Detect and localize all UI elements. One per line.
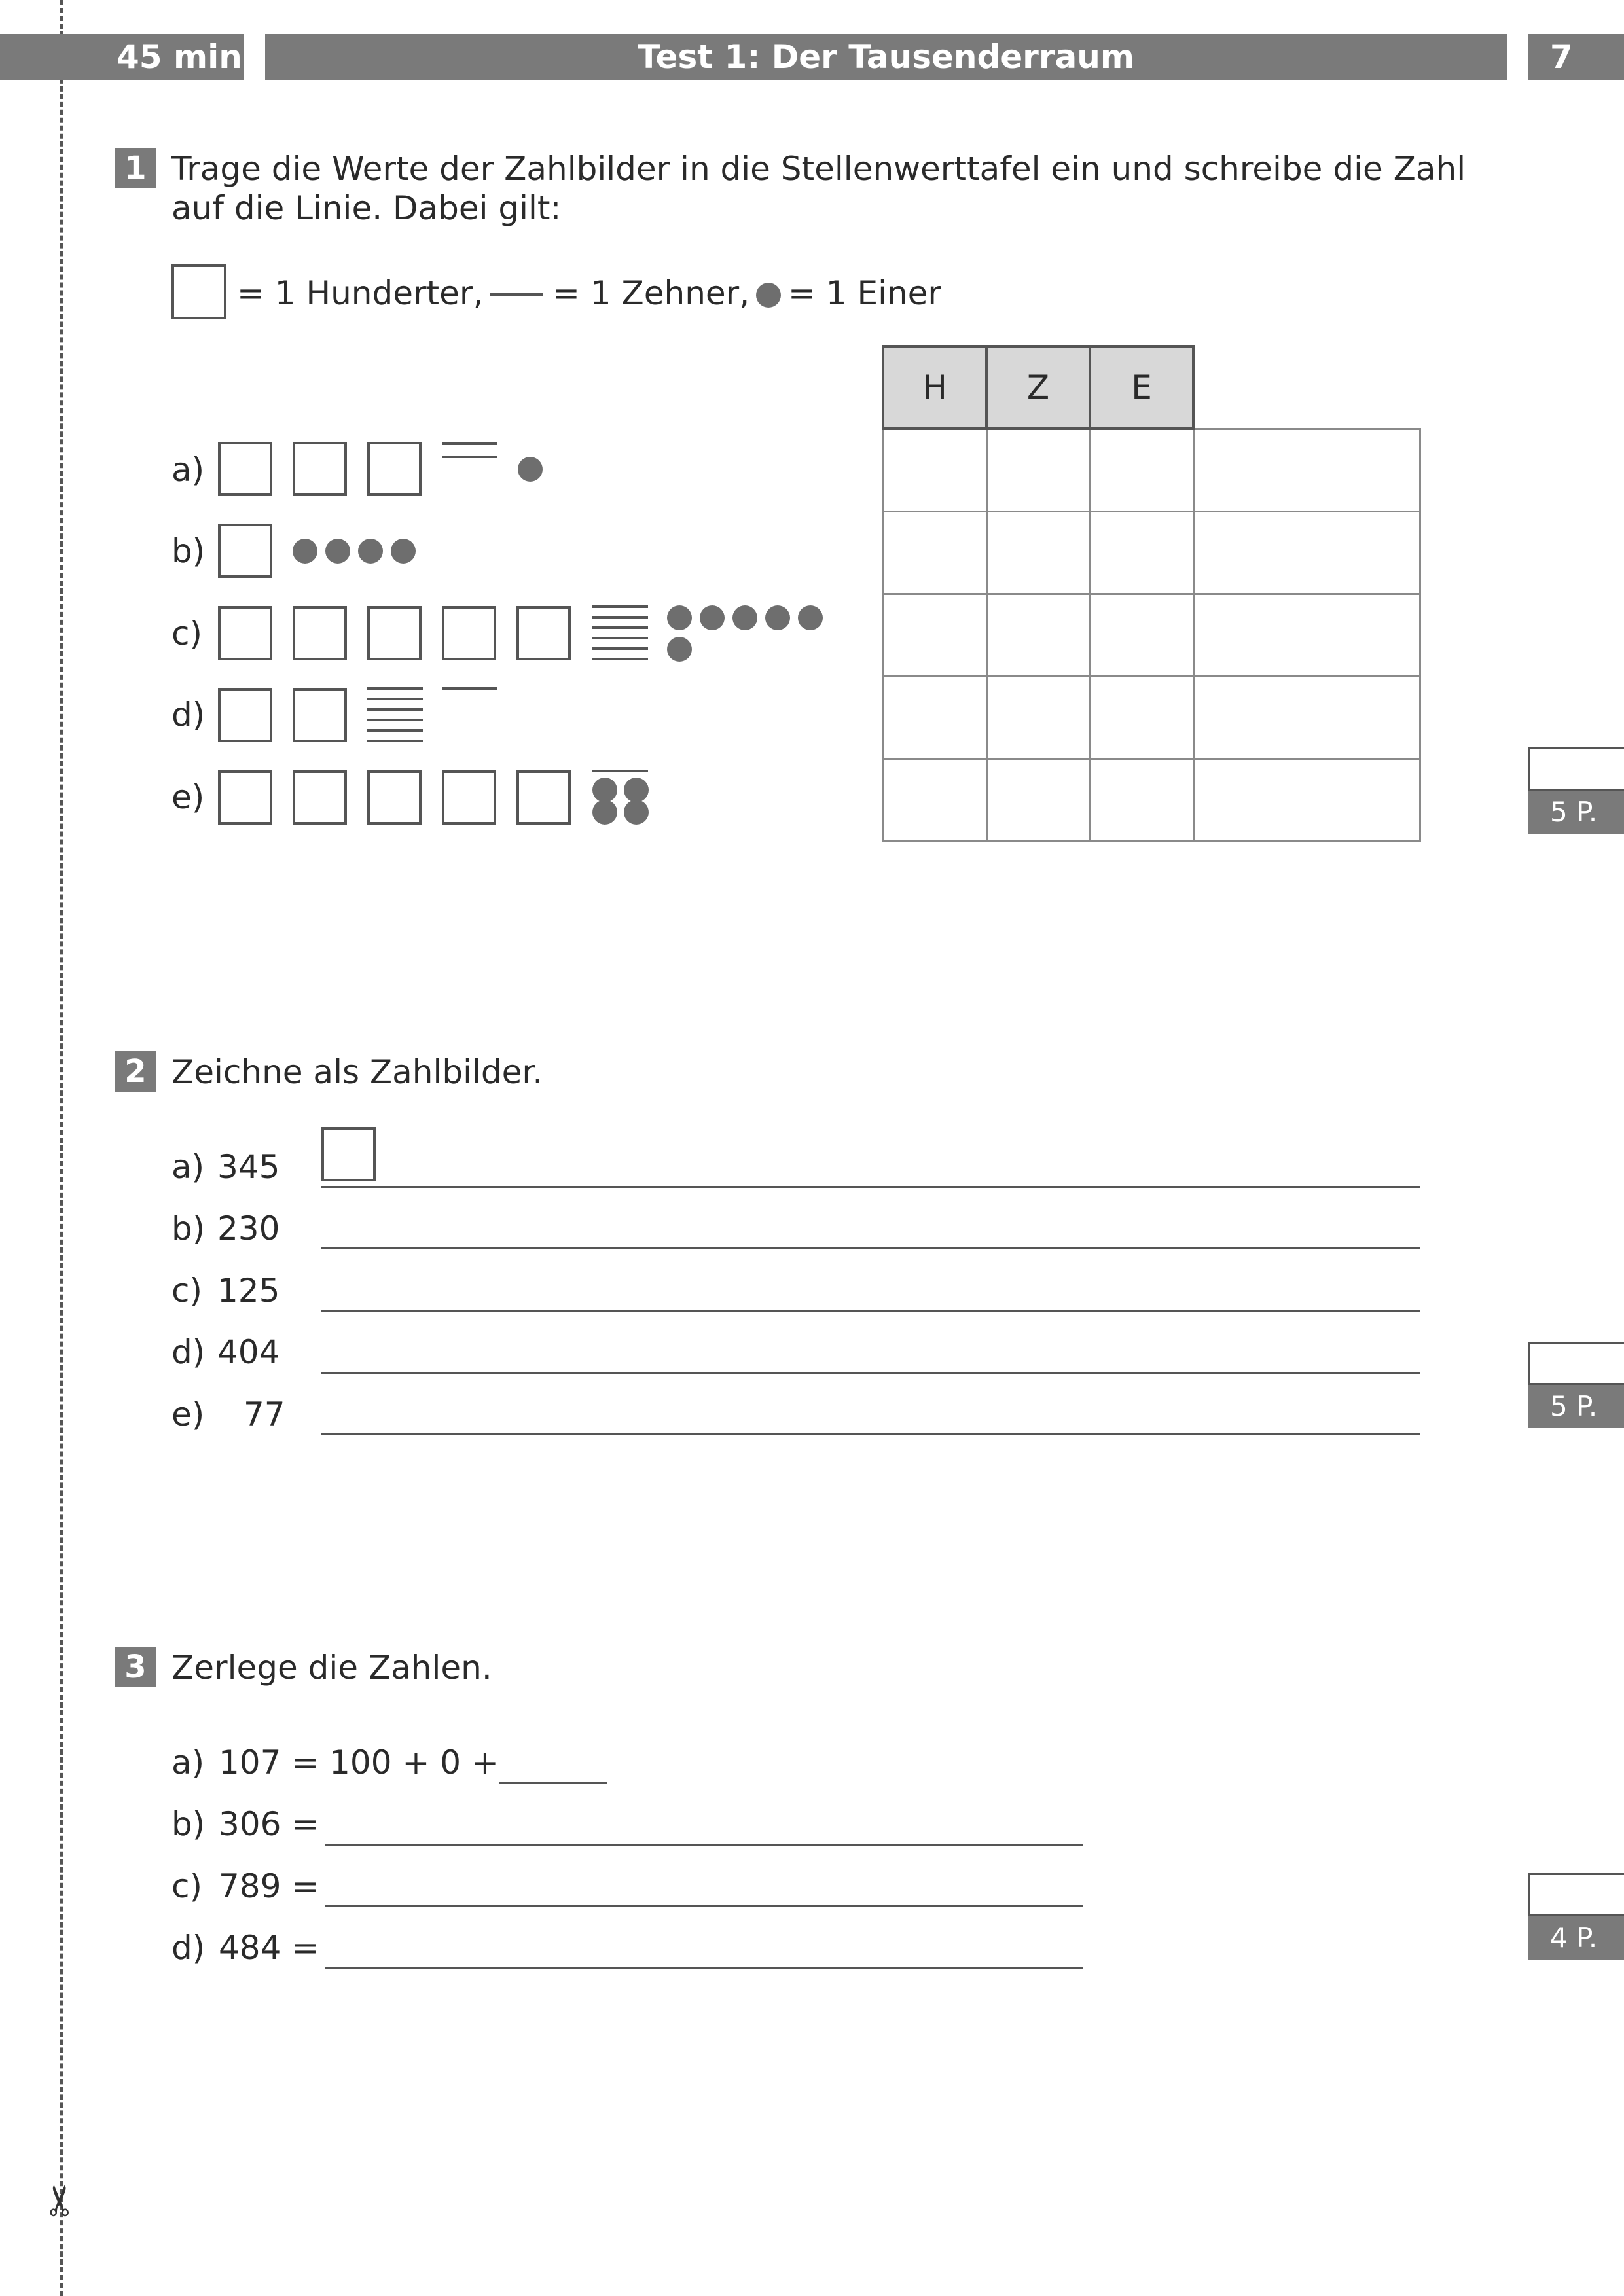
hundreds-square-icon (218, 688, 272, 742)
ones-dot-icon (667, 605, 692, 630)
points-label: 5 P. (1528, 1385, 1624, 1428)
tens-line-icon (592, 605, 648, 608)
points-box-task-3 (1528, 1873, 1624, 1960)
hundreds-square-icon (218, 524, 272, 578)
hundreds-square-icon (293, 442, 347, 496)
task-3-expression-c: 789 = (219, 1867, 319, 1905)
number-answer-cell[interactable] (1193, 429, 1420, 512)
tens-line-icon (442, 442, 497, 445)
task-3-number: 3 (115, 1647, 156, 1687)
answer-line[interactable] (499, 1782, 607, 1784)
cell-h[interactable] (883, 594, 986, 677)
row-label-c: c) (171, 615, 202, 653)
page-number: 7 (1550, 38, 1573, 76)
answer-line[interactable] (325, 1967, 1083, 1969)
tens-line-icon (592, 647, 648, 650)
hundreds-square-icon (442, 606, 496, 660)
cell-z[interactable] (986, 759, 1090, 842)
legend-tens: = 1 Zehner, (552, 274, 750, 312)
task-2-number: 2 (115, 1051, 156, 1092)
cell-e[interactable] (1090, 429, 1193, 512)
table-row (883, 512, 1420, 594)
cell-e[interactable] (1090, 677, 1193, 759)
legend-hundreds: = 1 Hunderter, (237, 274, 484, 312)
tens-line-icon (367, 708, 423, 711)
hundreds-square-icon (367, 770, 422, 825)
task-2-value-a: 345 (217, 1148, 280, 1186)
time-label: 45 min (117, 38, 242, 76)
points-label: 4 P. (1528, 1916, 1624, 1960)
tens-line-icon (367, 719, 423, 721)
points-box-task-1 (1528, 747, 1624, 834)
task-2-value-e: 77 (244, 1395, 285, 1433)
page-number-badge (1528, 34, 1624, 80)
hundreds-square-icon (367, 442, 422, 496)
task-2-value-d: 404 (217, 1333, 280, 1371)
task-2-label-a: a) (171, 1148, 205, 1186)
row-label-e: e) (171, 778, 205, 816)
ones-dot-icon (592, 778, 617, 802)
header-hundreds: H (883, 346, 986, 429)
points-box-task-2 (1528, 1342, 1624, 1428)
place-value-table (882, 345, 1421, 842)
table-row (883, 429, 1420, 512)
ones-dot-icon (732, 605, 757, 630)
tens-line-icon (367, 740, 423, 742)
tens-line-icon (367, 698, 423, 700)
task-1-instruction-line1: Trage die Werte der Zahlbilder in die Stellenwerttafel ein und schreibe die Zahl (171, 150, 1466, 188)
hundreds-square-icon (218, 442, 272, 496)
task-3-expression-d: 484 = (219, 1929, 319, 1967)
task-2-value-b: 230 (217, 1210, 280, 1247)
task-2-value-c: 125 (217, 1272, 280, 1310)
hundreds-square-icon (218, 606, 272, 660)
place-value-header-row (883, 346, 1420, 429)
tens-line-icon (367, 729, 423, 732)
points-input[interactable] (1528, 1873, 1624, 1916)
tens-line-icon (592, 637, 648, 639)
task-2-label-d: d) (171, 1333, 206, 1371)
ones-dot-icon (798, 605, 823, 630)
cell-h[interactable] (883, 677, 986, 759)
hundreds-square-icon (367, 606, 422, 660)
hundreds-square-icon (171, 264, 226, 319)
task-3-label-a: a) (171, 1744, 205, 1782)
ones-dot-icon (624, 778, 649, 802)
header-ones: E (1090, 346, 1193, 429)
ones-dot-icon (391, 539, 416, 564)
answer-line[interactable] (325, 1905, 1083, 1907)
task-3-expression-a: 107 = 100 + 0 + (219, 1744, 499, 1782)
cut-line (60, 0, 63, 2296)
hundreds-square-icon (321, 1127, 376, 1181)
ones-dot-icon (293, 539, 317, 564)
tens-line-icon (442, 687, 497, 690)
table-row (883, 759, 1420, 842)
number-answer-cell[interactable] (1193, 512, 1420, 594)
cell-z[interactable] (986, 594, 1090, 677)
cell-z[interactable] (986, 677, 1090, 759)
tens-line-icon (592, 626, 648, 629)
task-3-label-b: b) (171, 1805, 206, 1843)
tens-line-icon (592, 770, 648, 772)
points-input[interactable] (1528, 1342, 1624, 1385)
task-3-expression-b: 306 = (219, 1805, 319, 1843)
row-label-a: a) (171, 451, 205, 489)
task-2-label-c: c) (171, 1272, 202, 1310)
scissors-icon: ✂ (36, 2183, 85, 2218)
task-2-label-b: b) (171, 1210, 206, 1247)
ones-dot-icon (765, 605, 790, 630)
task-2-label-e: e) (171, 1395, 205, 1433)
number-answer-cell[interactable] (1193, 677, 1420, 759)
ones-dot-icon (358, 539, 383, 564)
cell-e[interactable] (1090, 512, 1193, 594)
legend-ones: = 1 Einer (788, 274, 941, 312)
tens-line-icon (367, 687, 423, 690)
hundreds-square-icon (293, 606, 347, 660)
ones-dot-icon (700, 605, 725, 630)
tens-line-icon (592, 616, 648, 619)
hundreds-square-icon (293, 770, 347, 825)
cell-e[interactable] (1090, 759, 1193, 842)
cell-z[interactable] (986, 429, 1090, 512)
task-3-label-c: c) (171, 1867, 202, 1905)
answer-line[interactable] (321, 1372, 1420, 1374)
title-bar (265, 34, 1507, 80)
hundreds-square-icon (516, 606, 571, 660)
points-label: 5 P. (1528, 791, 1624, 834)
table-row (883, 594, 1420, 677)
answer-line[interactable] (321, 1247, 1420, 1249)
time-badge (0, 34, 244, 80)
hundreds-square-icon (293, 688, 347, 742)
task-3-label-d: d) (171, 1929, 206, 1967)
tens-line-icon (592, 658, 648, 660)
answer-line[interactable] (321, 1433, 1420, 1435)
task-3-instruction: Zerlege die Zahlen. (171, 1649, 492, 1687)
answer-line[interactable] (321, 1186, 1420, 1188)
page-title: Test 1: Der Tausenderraum (638, 38, 1134, 76)
tens-line-icon (490, 293, 543, 296)
task-1-instruction-line2: auf die Linie. Dabei gilt: (171, 189, 562, 227)
tens-line-icon (442, 456, 497, 458)
ones-dot-icon (518, 457, 543, 482)
hundreds-square-icon (516, 770, 571, 825)
row-label-b: b) (171, 532, 206, 570)
ones-dot-icon (592, 800, 617, 825)
cell-h[interactable] (883, 512, 986, 594)
row-label-d: d) (171, 696, 206, 734)
number-answer-cell[interactable] (1193, 594, 1420, 677)
number-answer-cell[interactable] (1193, 759, 1420, 842)
cell-h[interactable] (883, 429, 986, 512)
hundreds-square-icon (218, 770, 272, 825)
table-row (883, 677, 1420, 759)
cell-h[interactable] (883, 759, 986, 842)
ones-dot-icon (667, 637, 692, 662)
points-input[interactable] (1528, 747, 1624, 791)
header-tens: Z (986, 346, 1090, 429)
ones-dot-icon (325, 539, 350, 564)
task-1-number: 1 (115, 148, 156, 188)
answer-line[interactable] (321, 1310, 1420, 1312)
ones-dot-icon (624, 800, 649, 825)
cell-e[interactable] (1090, 594, 1193, 677)
cell-z[interactable] (986, 512, 1090, 594)
ones-dot-icon (756, 283, 781, 308)
hundreds-square-icon (442, 770, 496, 825)
answer-line[interactable] (325, 1844, 1083, 1846)
task-2-instruction: Zeichne als Zahlbilder. (171, 1053, 543, 1091)
